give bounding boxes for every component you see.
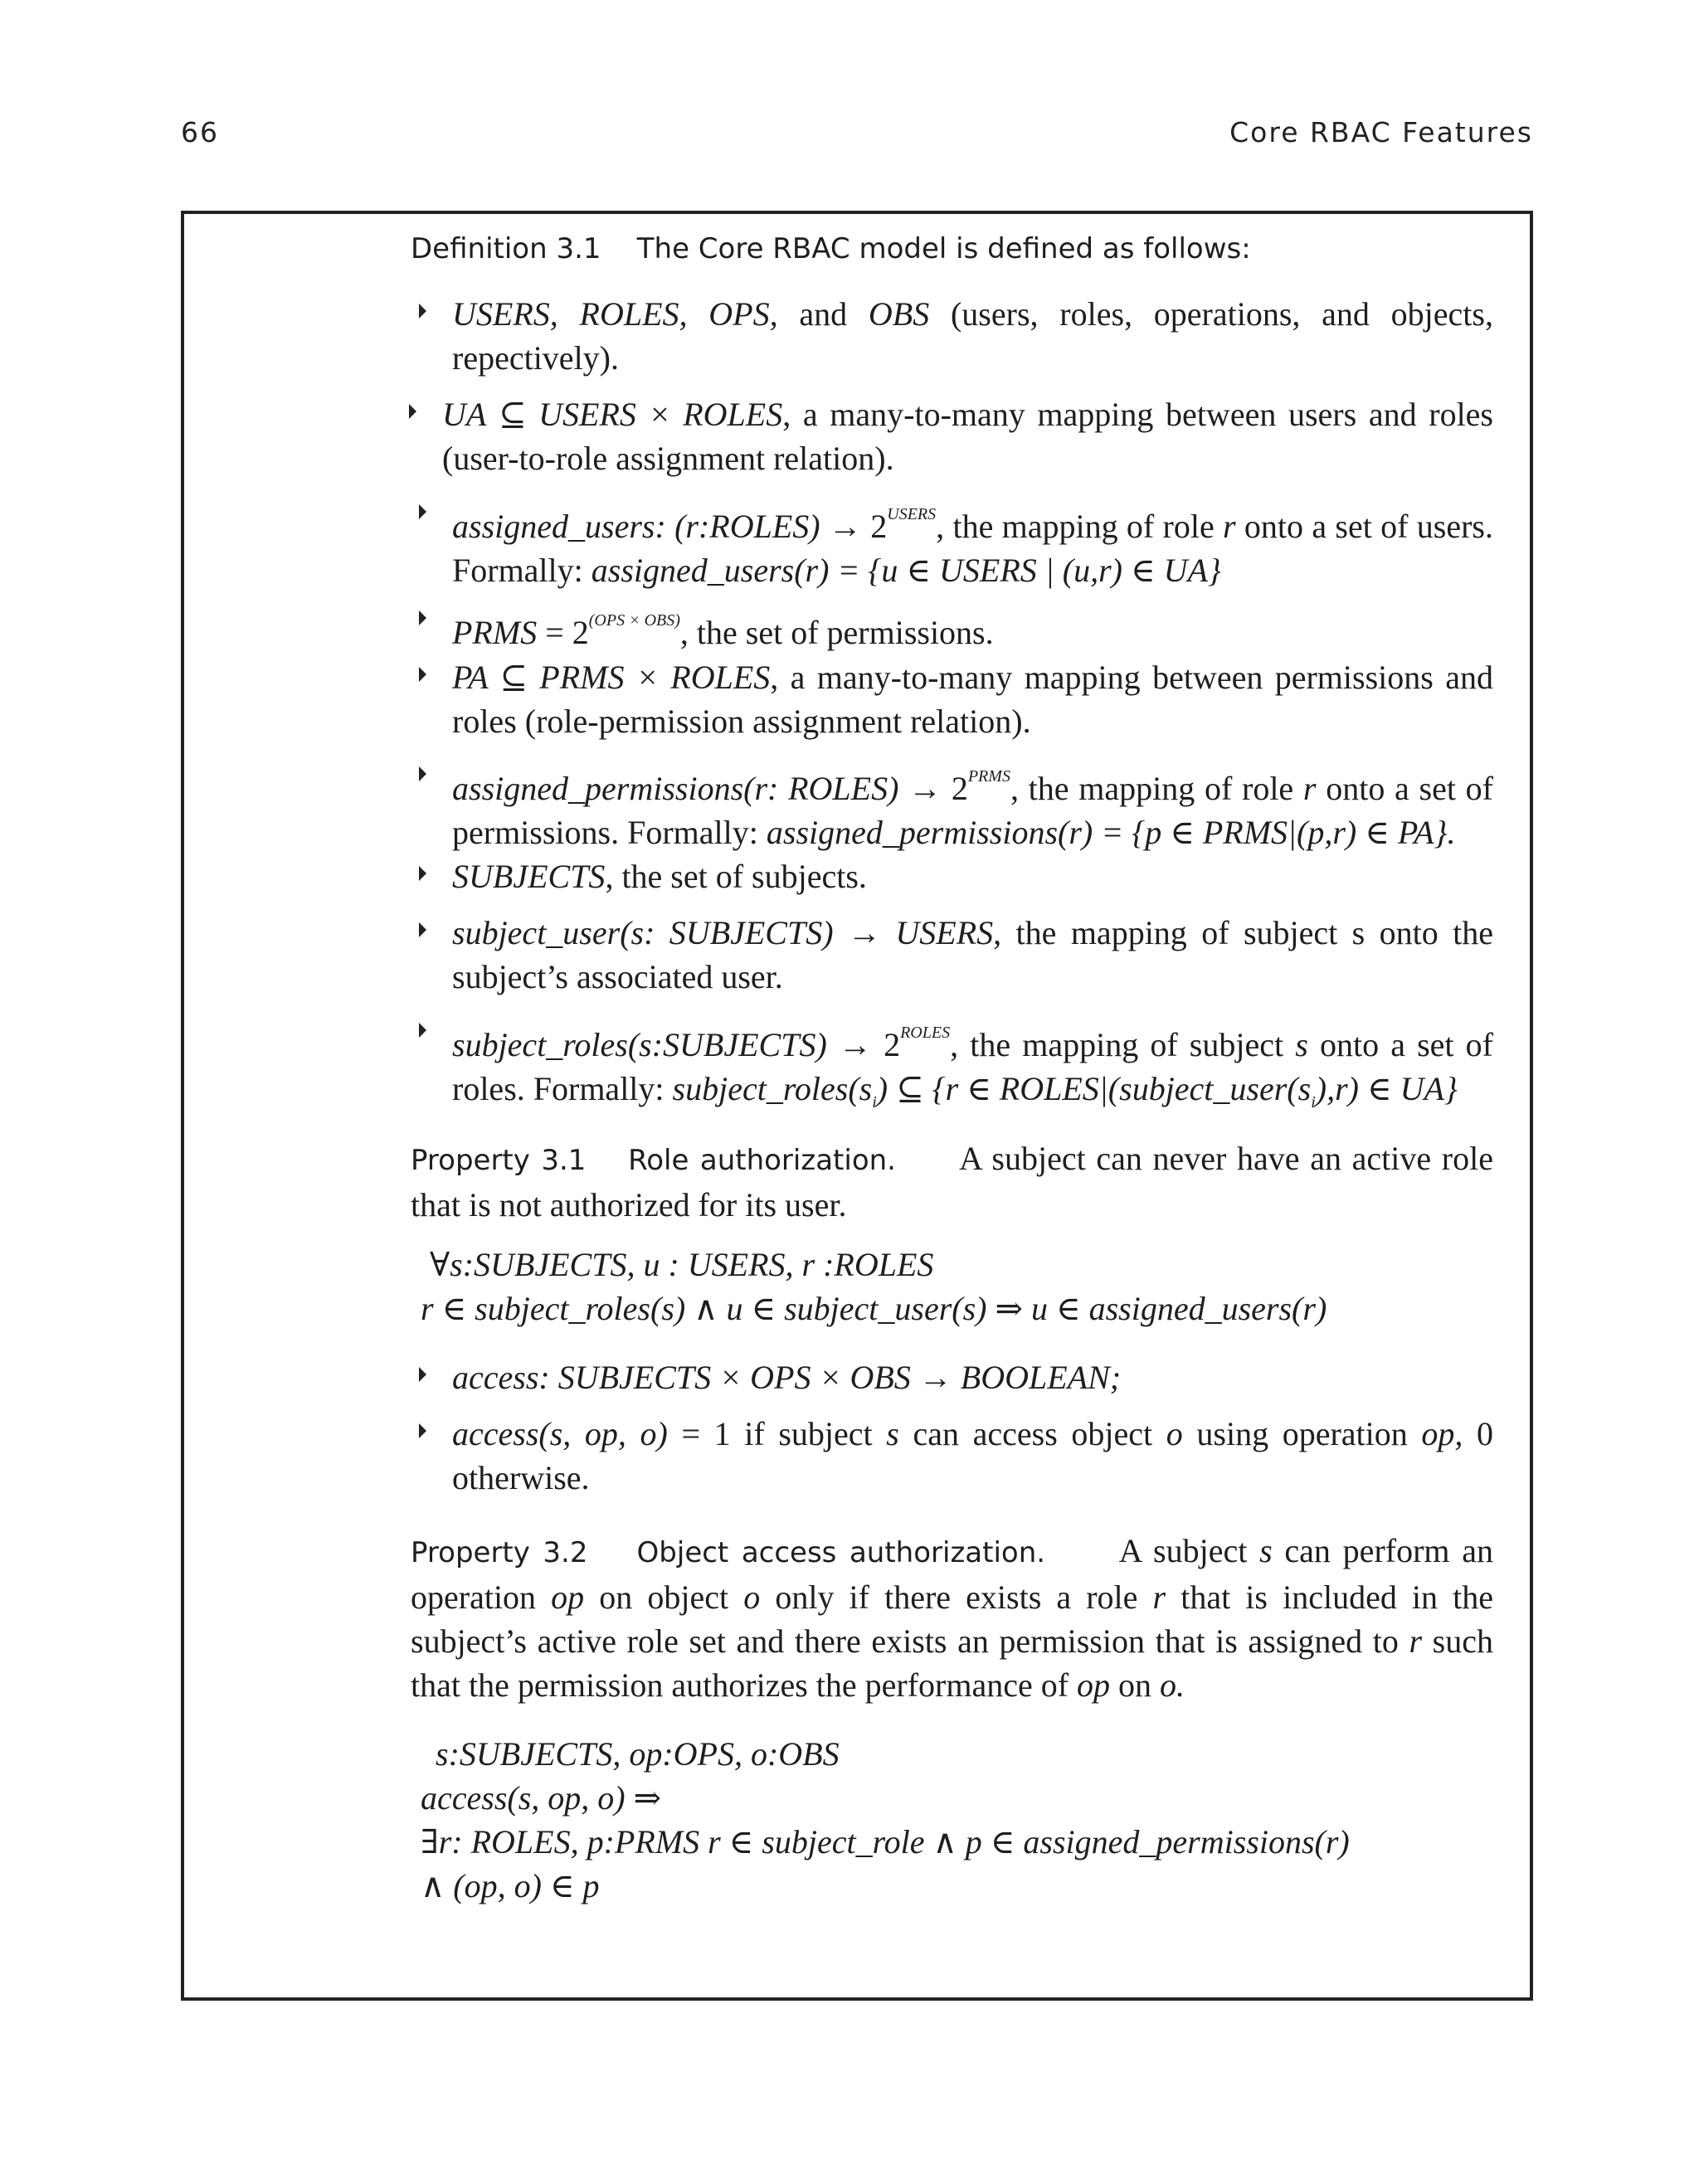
term: s [886,1415,899,1452]
text: , a many-to-many mapping between users and roles (user-to-role assignment relation). [442,396,1494,477]
list-item [419,854,1493,898]
property-text: such that the permission authorizes the performance of [411,1622,1493,1704]
property-text: only if there exists a role [760,1578,1153,1616]
text: , the mapping of role [1010,770,1303,807]
definition-heading [411,232,1493,265]
list-item [419,1011,1493,1125]
formula-line: r ∈ subject_roles(s) ∧ u ∈ subject_user(s) ⇒ u ∈ assigned_users(r) [421,1290,1327,1327]
term: PA ⊆ PRMS × ROLES [452,659,771,696]
term: USERS, ROLES, OPS, [452,295,778,333]
text: → 2 [898,770,968,807]
property-text: on object [584,1578,744,1616]
term: s [1295,1026,1308,1063]
term: r [1223,508,1236,545]
term: UA [442,396,487,433]
formula-line: s:SUBJECTS, op:OPS, o:OBS [436,1735,840,1773]
text: , a many-to-many mapping between permissions and roles (role-permission assignment relation). [452,659,1493,740]
text: , the mapping of role [936,508,1224,545]
text: , the set of permissions. [679,614,994,651]
text: = 2 [537,614,589,651]
running-title: Core RBAC Features [1229,116,1533,148]
term: op, [1421,1415,1463,1452]
list-item [419,911,1493,999]
subscript: i [1311,1093,1316,1111]
formula: subject_roles(s [672,1070,873,1107]
bullet-icon [419,766,426,781]
bullet-icon [419,866,426,881]
bullet-icon [419,1367,426,1382]
formula-line: access(s, op, o) ⇒ [421,1779,662,1817]
definition-label: Definition 3.1 [411,232,601,265]
property-text: on [1110,1666,1161,1704]
term: assigned_permissions(r: ROLES) [452,770,899,807]
definition-title: The Core RBAC model is defined as follows: [636,232,1251,265]
term: access(s, op, o) [452,1415,668,1452]
formula: assigned_users(r) = {u ∈ USERS | (u,r) ∈ UA} [591,552,1221,589]
text: can access object [898,1415,1166,1452]
page-number: 66 [181,116,219,148]
property-text: A subject can never have an active role that is not authorized for its user. [411,1140,1493,1223]
term: OBS [868,295,930,333]
term: o. [1160,1666,1185,1704]
bullet-icon [419,1423,426,1438]
formula: ) ⊆ {r ∈ ROLES|(subject_user(s [876,1070,1312,1107]
formula: : SUBJECTS × OPS × OBS → BOOLEAN; [538,1359,1122,1396]
text: 0 otherwise. [452,1415,1494,1496]
term: op [1077,1666,1111,1704]
text: → 2 [826,1026,901,1063]
formula: assigned_permissions(r) = {p ∈ PRMS|(p,r) ∈ PA}. [766,814,1456,851]
property-title: Role authorization. [628,1144,896,1177]
term: s [1259,1532,1273,1569]
formula-line: ∃r: ROLES, p:PRMS r ∈ subject_role ∧ p ∈ assigned_permissions(r) [421,1823,1350,1861]
bullet-icon [419,667,426,682]
list-item [409,392,1493,480]
term: r [1409,1622,1423,1660]
property-text: can perform an operation [411,1532,1494,1616]
term: subject_user(s: SUBJECTS) → USERS [452,914,994,951]
term: (r:ROLES) [665,508,820,545]
superscript: USERS [887,505,937,523]
term: access [452,1359,539,1396]
property-text: that is included in the subject’s active role set and there exists an permission that is assigned to [411,1578,1494,1660]
list-item [419,1355,1493,1399]
term: PRMS [452,614,538,651]
text: , the mapping of subject [950,1026,1296,1063]
term: r [1302,770,1317,807]
bullet-icon [409,404,416,419]
term: assigned_users: [452,508,666,545]
term: subject_roles(s:SUBJECTS) [452,1026,827,1063]
text: , the mapping of subject s onto the subject’s associated user. [452,914,1494,995]
property-3-2 [411,1529,1493,1707]
text: = 1 if subject [667,1415,887,1452]
term: r [1152,1578,1166,1616]
formula-line: ∀s:SUBJECTS, u : USERS, r :ROLES [430,1246,934,1283]
bullet-icon [419,1023,426,1038]
property-text: A subject [1118,1532,1260,1569]
text: and [777,295,869,333]
term: o [743,1578,761,1616]
text: onto a set of users. Formally: [452,508,1494,589]
list-item [419,655,1493,743]
text: , the set of subjects. [605,858,867,895]
superscript: (OPS × OBS) [588,611,680,630]
list-item [419,493,1493,592]
superscript: ROLES [900,1024,951,1042]
subscript: i [872,1093,877,1111]
term: SUBJECTS [452,858,606,895]
term: op [551,1578,585,1616]
property-label: Property 3.1 [411,1144,587,1177]
text: ⊆ [486,396,539,433]
property-title: Object access authorization. [636,1536,1046,1569]
list-item [419,1412,1493,1500]
superscript: PRMS [967,767,1010,786]
list-item [419,755,1493,854]
bullet-icon [419,922,426,937]
property-label: Property 3.2 [411,1536,588,1569]
list-item [419,292,1493,380]
text: (users, roles, operations, and objects, repectively). [452,295,1493,377]
list-item [419,599,1493,654]
property-3-1 [411,1136,1493,1227]
text: using operation [1182,1415,1422,1452]
term: USERS × ROLES [538,396,783,433]
formula-line: ∧ (op, o) ∈ p [421,1867,600,1904]
bullet-icon [419,504,426,519]
bullet-icon [419,610,426,625]
bullet-icon [419,304,426,319]
text: onto a set of permissions. Formally: [452,770,1493,851]
text: onto a set of roles. Formally: [452,1026,1493,1107]
formula: ),r) ∈ UA} [1315,1070,1458,1107]
term: o [1166,1415,1183,1452]
text: → 2 [820,508,888,545]
